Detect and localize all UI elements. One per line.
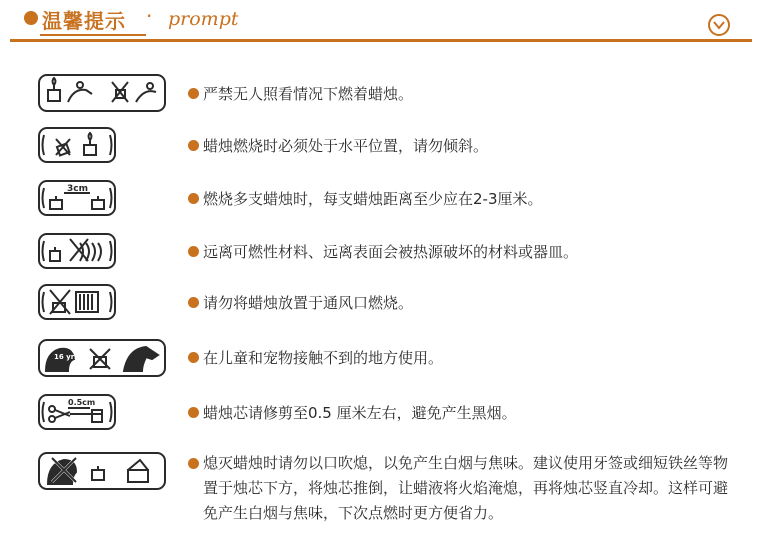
title-underline bbox=[40, 34, 146, 36]
wick-length-label: 0.5cm bbox=[68, 398, 96, 407]
tip-text: 蜡烛燃烧时必须处于水平位置，请勿倾斜。 bbox=[203, 137, 489, 155]
tip-bullet bbox=[188, 88, 199, 99]
title-separator: · bbox=[146, 4, 153, 28]
tip-bullet bbox=[188, 246, 199, 257]
tip-text: 在儿童和宠物接触不到的地方使用。 bbox=[203, 349, 444, 367]
trim-wick-icon bbox=[38, 394, 116, 430]
away-from-flammables-icon bbox=[38, 233, 116, 269]
tip-bullet bbox=[188, 407, 199, 418]
tip-bullet bbox=[188, 352, 199, 363]
tip-row bbox=[0, 335, 765, 379]
extinguish-icon bbox=[38, 452, 166, 490]
tip-text: 请勿将蜡烛放置于通风口燃烧。 bbox=[203, 294, 414, 312]
tip-row bbox=[0, 390, 765, 434]
no-vent-icon bbox=[38, 284, 116, 320]
spacing-icon bbox=[38, 180, 116, 216]
header-divider bbox=[10, 39, 752, 42]
no-unattended-candle-icon bbox=[38, 74, 166, 112]
tip-row bbox=[0, 229, 765, 273]
chevron-down-icon[interactable] bbox=[708, 14, 730, 36]
tip-text: 熄灭蜡烛时请勿以口吹熄，以免产生白烟与焦味。建议使用牙签或细短铁丝等物置于烛芯下方，将烛芯推倒，让蜡液将火焰淹熄，再将烛芯竖直冷却。这样可避免产生白烟与焦味，下次点燃时更方便省力。 bbox=[203, 454, 729, 522]
tip-row bbox=[0, 176, 765, 220]
tip-row bbox=[0, 282, 765, 326]
tip-text: 燃烧多支蜡烛时，每支蜡烛距离至少应在2-3厘米。 bbox=[203, 190, 543, 208]
tip-bullet bbox=[188, 297, 199, 308]
tip-bullet bbox=[188, 458, 199, 469]
header-bullet bbox=[24, 11, 38, 25]
spacing-label: 3cm bbox=[67, 184, 88, 194]
tip-row bbox=[0, 123, 765, 167]
tip-text: 蜡烛芯请修剪至0.5 厘米左右，避免产生黑烟。 bbox=[203, 404, 517, 422]
page-title: 温馨提示 bbox=[42, 9, 126, 33]
tip-bullet bbox=[188, 140, 199, 151]
age-label: 16 yrs bbox=[54, 353, 79, 361]
header bbox=[0, 0, 765, 44]
tip-text: 远离可燃性材料、远离表面会被热源破坏的材料或器皿。 bbox=[203, 243, 579, 261]
page-subtitle: prompt bbox=[168, 8, 239, 30]
keep-away-children-pets-icon bbox=[38, 339, 166, 377]
tip-bullet bbox=[188, 193, 199, 204]
tip-row bbox=[0, 448, 765, 534]
tip-text: 严禁无人照看情况下燃着蜡烛。 bbox=[203, 85, 414, 103]
keep-level-icon bbox=[38, 127, 116, 163]
tip-row bbox=[0, 72, 765, 116]
